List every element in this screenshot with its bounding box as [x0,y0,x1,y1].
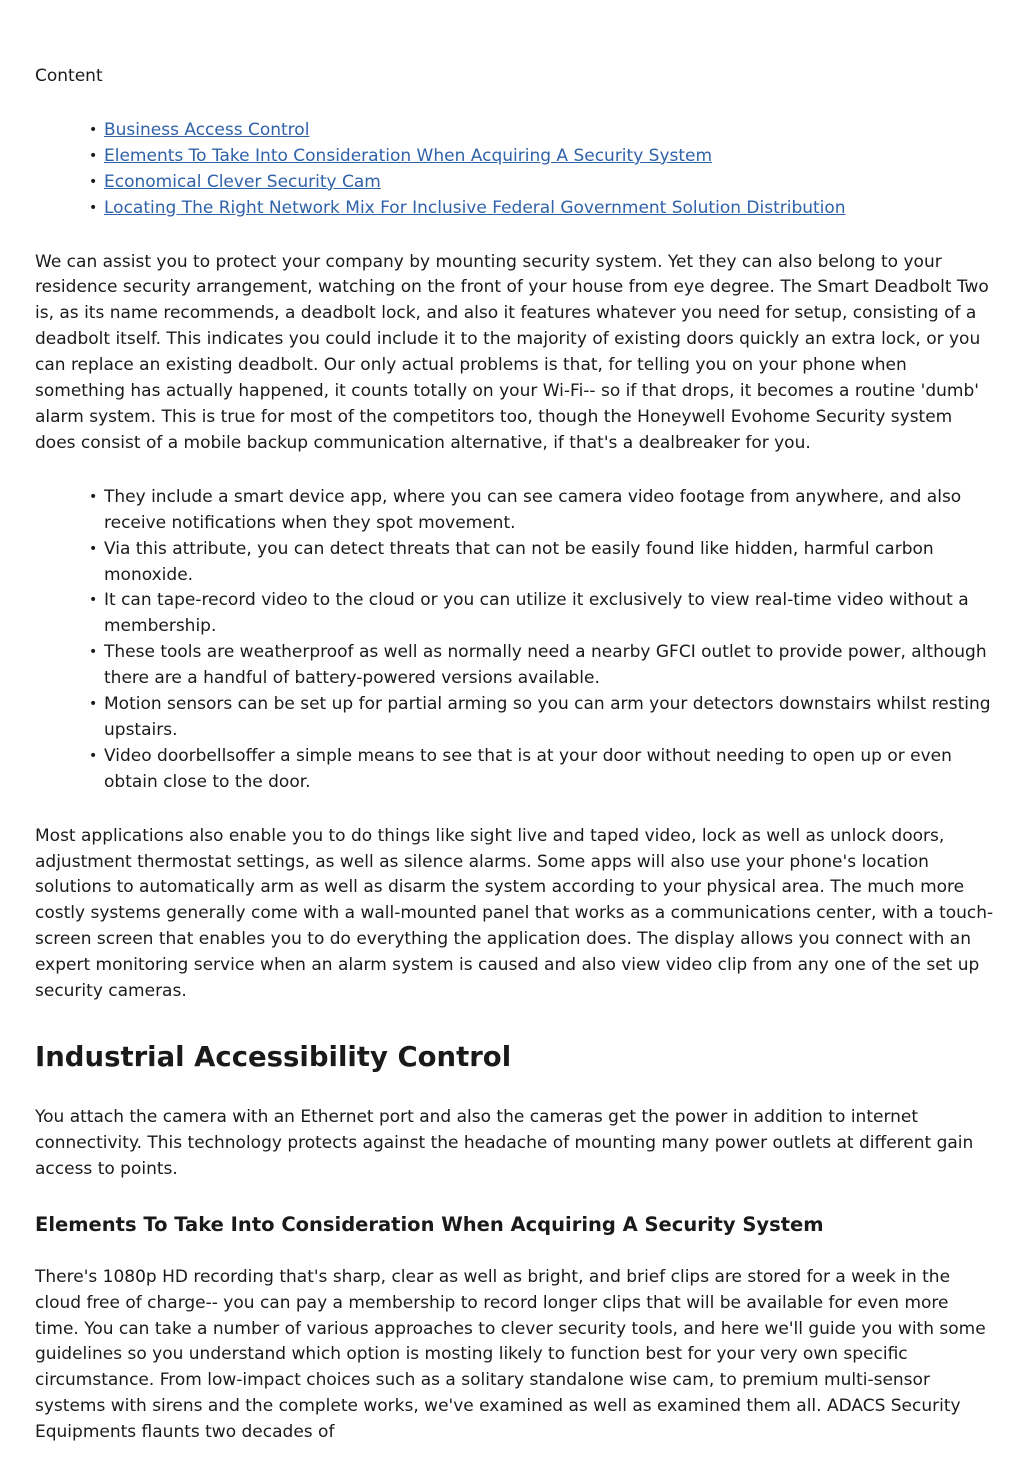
apps-paragraph: Most applications also enable you to do things like sight live and taped video, lock as well as unlock doors, adjustment thermostat settings, as well as silence alarms. Some apps will also use your phone's location solutions to automatically arm as well as disarm the system according to your physical area. The much more costly systems generally come with a wall-mounted panel that works as a communications center, with a touch-screen screen that enables you to do everything the application does. The display allows you connect with an expert monitoring service when an alarm system is caused and also view video clip from any one of the set up security cameras. [35,825,994,1002]
table-of-contents [35,118,995,222]
list-item: • Video doorbellsoffer a simple means to see that is at your door without needing to open up or even obtain close to the door. [104,744,995,796]
features-list [35,485,995,796]
industrial-paragraph: You attach the camera with an Ethernet port and also the cameras get the power in addition to internet connectivity. This technology protects against the headache of mounting many power outlets at different gain access to points. [35,1107,974,1179]
toc-item [104,196,995,222]
toc-link-elements-to-consider[interactable]: Elements To Take Into Consideration When Acquiring A Security System [104,145,713,166]
list-item: • Via this attribute, you can detect threats that can not be easily found like hidden, harmful carbon monoxide. [104,537,995,589]
list-item: • It can tape-record video to the cloud or you can utilize it exclusively to view real-time video without a membership. [104,588,995,640]
toc-item [104,170,995,196]
list-item: • Motion sensors can be set up for partial arming so you can arm your detectors downstairs whilst resting upstairs. [104,692,995,744]
toc-item [104,144,995,170]
list-item: • They include a smart device app, where you can see camera video footage from anywhere, and also receive notifications when they spot movement. [104,485,995,537]
heading-industrial-accessibility-control: Industrial Accessibility Control [35,1041,512,1073]
intro-paragraph: We can assist you to protect your company by mounting security system. Yet they can also belong to your residence security arrangement, watching on the front of your house from eye degree. The Smart Deadbolt Two is, as its name recommends, a deadbolt lock, and also it features whatever you need for setup, consisting of a deadbolt itself. This indicates you could include it to the majority of existing doors quickly an extra lock, or you can replace an existing deadbolt. Our only actual problems is that, for telling you on your phone when something has actually happened, it counts totally on your Wi-Fi-- so if that drops, it becomes a routine 'dumb' alarm system. This is true for most of the competitors too, though the Honeywell Evohome Security system does consist of a mobile backup communication alternative, if that's a dealbreaker for you. [35,251,989,453]
document-page [35,64,995,1474]
list-item: • These tools are weatherproof as well as normally need a nearby GFCI outlet to provide power, although there are a handful of battery-powered versions available. [104,640,995,692]
toc-item [104,118,995,144]
toc-link-economical-security-cam[interactable]: Economical Clever Security Cam [104,171,381,192]
elements-paragraph: There's 1080p HD recording that's sharp, clear as well as bright, and brief clips are stored for a week in the cloud free of charge-- you can pay a membership to record longer clips that will be available for even more time. You can take a number of various approaches to clever security tools, and here we'll guide you with some guidelines so you understand which option is mosting likely to function best for your very own specific circumstance. From low-impact choices such as a solitary standalone wise cam, to premium multi-sensor systems with sirens and the complete works, we've examined as well as examined them all. ADACS Security Equipments flaunts two decades of [35,1266,986,1443]
toc-link-network-mix[interactable]: Locating The Right Network Mix For Inclusive Federal Government Solution Distribution [104,197,846,218]
toc-link-business-access-control[interactable]: Business Access Control [104,119,310,140]
heading-elements-to-consider: Elements To Take Into Consideration When Acquiring A Security System [35,1212,824,1236]
content-label: Content [35,66,103,86]
